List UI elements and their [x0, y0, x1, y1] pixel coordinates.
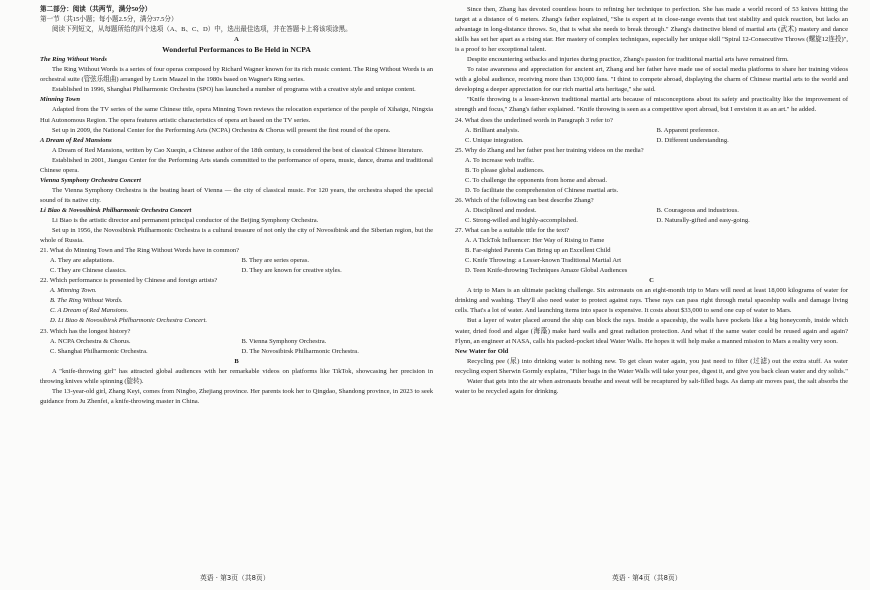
option: B. To please global audiences.: [465, 166, 545, 174]
paragraph: Despite encountering setbacks and injuries during practice, Zhang's passion for traditional martial arts have remained firm.: [467, 56, 789, 64]
question-21: 21. What do Minning Town and The Ring Without Words have in common?: [40, 247, 240, 255]
paragraph: To raise awareness and appreciation for ancient art, Zhang and her father have made use of social media platforms to share her training videos with a global audience, receiving more than 130,000 fans. "I thirst to compete abroad, displaying the charm of Chinese martial arts to the world and developing a deeper appreciation for our rich martial arts heritage," she said.: [455, 66, 848, 94]
option: A. NCPA Orchestra & Chorus.: [50, 337, 131, 345]
instruction-text: 阅读下列短文，从每题所给的四个选项（A、B、C、D）中，选出最佳选项，并在答题卡上将该项涂黑。: [52, 26, 352, 34]
option: C. To challenge the opponents from home and abroad.: [465, 176, 607, 184]
paragraph: Recycling pee (尿) into drinking water is nothing new. To get clean water again, you just need to filter (过滤) out the extra stuff. As water recycling expert Sherwin Gormly explains, "Filter bags in the Water Walls will take your pee, digest it, and give you back clean water and dry solids.": [455, 357, 848, 375]
option: B. Far-sighted Parents Can Bring up an Excellent Child: [465, 247, 611, 255]
paragraph: The 13-year-old girl, Zhang Keyi, comes from Ningbo, Zhejiang province. Her parents took her to Qingdao, Shandong province, in 2023 to seek guidance from Ju Zhenfei, a knife-throwing master in China.: [40, 387, 433, 405]
option: B. Apparent preference.: [656, 126, 720, 134]
passage-a-letter: A: [234, 36, 239, 44]
right-column: [455, 5, 848, 397]
question-27: 27. What can be a suitable title for the text?: [455, 227, 570, 235]
option: A. Brilliant analysis.: [465, 126, 520, 134]
option: B. The Ring Without Words.: [50, 297, 123, 305]
option: C. Unique integration.: [465, 136, 524, 144]
option: B. They are series operas.: [241, 257, 310, 265]
paragraph: Established in 2001, Jiangsu Center for the Performing Arts stands committed to the performance of opera, music, dance, drama and traditional Chinese opera.: [40, 156, 433, 174]
paragraph: Water that gets into the air when astronauts breathe and sweat will be recaptured by salt-filled bags. As damp air moves past, the salt absorbs the water to be recycled again for drinking.: [455, 377, 848, 395]
page-footer-right: 英语 · 第4页（共8页）: [612, 574, 682, 582]
page-footer-left: 英语 · 第3页（共8页）: [200, 574, 270, 582]
question-23-options: [40, 337, 433, 357]
paragraph: Established in 1996, Shanghai Philharmonic Orchestra (SPO) has launched a number of programs with a creative style and unique content.: [52, 86, 416, 94]
option: C. Shanghai Philharmonic Orchestra.: [50, 347, 148, 355]
paragraph: But a layer of water placed around the ship can block the rays. Inside a spaceship, the walls have pockets like a big honeycomb, inside which water, dried food and algae (海藻) make hard walls and great radiation protection. And what if the same water could be reused again and again? Flynn, an engineer at NASA, calls his packed-pocket ideal Water Walls. He hopes it will help make a manned mission to Mars a reality very soon.: [455, 317, 848, 345]
question-23: 23. Which has the longest history?: [40, 327, 131, 335]
paragraph: A trip to Mars is an ultimate packing challenge. Six astronauts on an eight-month trip to Mars will need at least 18,000 kilograms of water for drinking and washing. They'll also need water to protect against rays. These rays can pass right through metal spaceship walls and damage living cells. That's a lot of water. And launching items into space is expensive. It costs about $33,000 to send one cup of water to Mars.: [455, 287, 848, 315]
option: D. Naturally-gifted and easy-going.: [656, 216, 750, 224]
paragraph: Li Biao is the artistic director and permanent principal conductor of the Beijing Symphony Orchestra.: [52, 216, 319, 224]
passage-b-letter: B: [234, 357, 239, 365]
paragraph: Adapted from the TV series of the same Chinese title, opera Minning Town reviews the relocation experience of the people of Xihaigu, Ningxia Hui Autonomous Region. The opera features artistic characteristics of opera art based on the TV series.: [40, 106, 433, 124]
option: D. Teen Knife-throwing Techniques Amaze Global Audiences: [465, 267, 628, 275]
option: C. Knife Throwing: a Lesser-known Traditional Martial Art: [465, 257, 622, 265]
question-21-options: [40, 256, 433, 276]
paragraph: A Dream of Red Mansions, written by Cao Xueqin, a Chinese author of the 18th century, is considered the best of classical Chinese literature.: [52, 146, 424, 154]
question-25: 25. Why do Zhang and her father post her training videos on the media?: [455, 146, 644, 154]
paragraph: The Vienna Symphony Orchestra is the beating heart of Vienna — the city of classical music. For 120 years, the orchestra shaped the special sound of its native city.: [40, 186, 433, 204]
paragraph: "Knife throwing is a lesser-known traditional martial arts because of misconceptions about its safety and practicality like the improvement of strength and focus," Zhang's father explained. "Knife throwing is seen as a competitive sport abroad, but I envision it as an art." he added.: [455, 96, 848, 114]
passage-a-title: Wonderful Performances to Be Held in NCPA: [162, 45, 311, 55]
paragraph: Set up in 2009, the National Center for the Performing Arts (NCPA) Orchestra & Chorus will present the first round of the opera.: [52, 126, 391, 134]
section-heading: 第二部分：阅读（共两节，满分50分）: [40, 6, 152, 13]
question-24-options: [455, 126, 848, 146]
option: C. They are Chinese classics.: [50, 267, 127, 275]
question-26-options: [455, 206, 848, 226]
paragraph: The Ring Without Words is a series of four operas composed by Richard Wagner known for its rich music content. The Ring Without Words is an orchestral suite (管弦乐组曲) arranged by Lorin Maazel in the 1980s based on Wagner's Ring series.: [40, 66, 433, 84]
paragraph: Set up in 1956, the Novosibirsk Philharmonic Orchestra is a cultural treasure of not only the city of Novosibirsk and the Siberian region, but the whole of Russia.: [40, 227, 433, 245]
paragraph: A "knife-throwing girl" has attracted global audiences with her remarkable videos on platforms like TikTok, showcasing her precision in throwing knives while spinning (旋转).: [40, 367, 433, 385]
section-heading-ring: The Ring Without Words: [40, 56, 107, 64]
option: B. Vienna Symphony Orchestra.: [241, 337, 327, 345]
option: D. Li Biao & Novosibirsk Philharmonic Orchestra Concert.: [50, 317, 208, 325]
question-26: 26. Which of the following can best describe Zhang?: [455, 196, 594, 204]
question-24: 24. What does the underlined words in Paragraph 3 refer to?: [455, 116, 613, 124]
option: D. They are known for creative styles.: [241, 267, 342, 275]
option: A. Minning Town.: [50, 287, 97, 295]
left-column: [40, 5, 433, 407]
option: C. A Dream of Red Mansions.: [50, 307, 129, 315]
passage-c-letter: C: [649, 277, 654, 285]
section-heading-minning: Minning Town: [40, 96, 80, 104]
question-22: 22. Which performance is presented by Chinese and foreign artists?: [40, 277, 218, 285]
option: C. Strong-willed and highly-accomplished.: [465, 216, 578, 224]
section-heading-dream: A Dream of Red Mansions: [40, 136, 112, 144]
option: A. A TickTok Influencer: Her Way of Rising to Fame: [465, 237, 605, 245]
option: B. Courageous and industrious.: [656, 206, 739, 214]
option: D. The Novosibirsk Philharmonic Orchestra.: [241, 347, 359, 355]
section-heading-vienna: Vienna Symphony Orchestra Concert: [40, 176, 141, 184]
option: A. To increase web traffic.: [465, 156, 535, 164]
option: A. They are adaptations.: [50, 257, 115, 265]
paragraph: Since then, Zhang has devoted countless hours to refining her technique to perfection. She has made a world record of 53 knives hitting the target at a distance of 6 meters. Zhang's father explained, "She is expert at in close-range events that test stability and quick reaction, but lacks an advantage in long-distance throws. So, that is what she needs to break through." Zhang's distinctive blend of martial arts (武术) mastery and dance skills has set her apart as a rising star. Her mastery of complex techniques, especially her unique skill "Spiral 12-Consecutive Throws (螺旋12连投)", is a proof to her exceptional talent.: [455, 6, 848, 54]
option: D. Different understanding.: [656, 136, 729, 144]
section-heading-libiao: Li Biao & Novosibirsk Philharmonic Orchestra Concert: [40, 206, 192, 214]
option: A. Disciplined and modest.: [465, 206, 537, 214]
subsection-heading: 第一节（共15小题；每小题2.5分，满分37.5分）: [40, 16, 178, 24]
passage-c-subheading: New Water for Old: [455, 347, 509, 355]
option: D. To facilitate the comprehension of Chinese martial arts.: [465, 186, 619, 194]
